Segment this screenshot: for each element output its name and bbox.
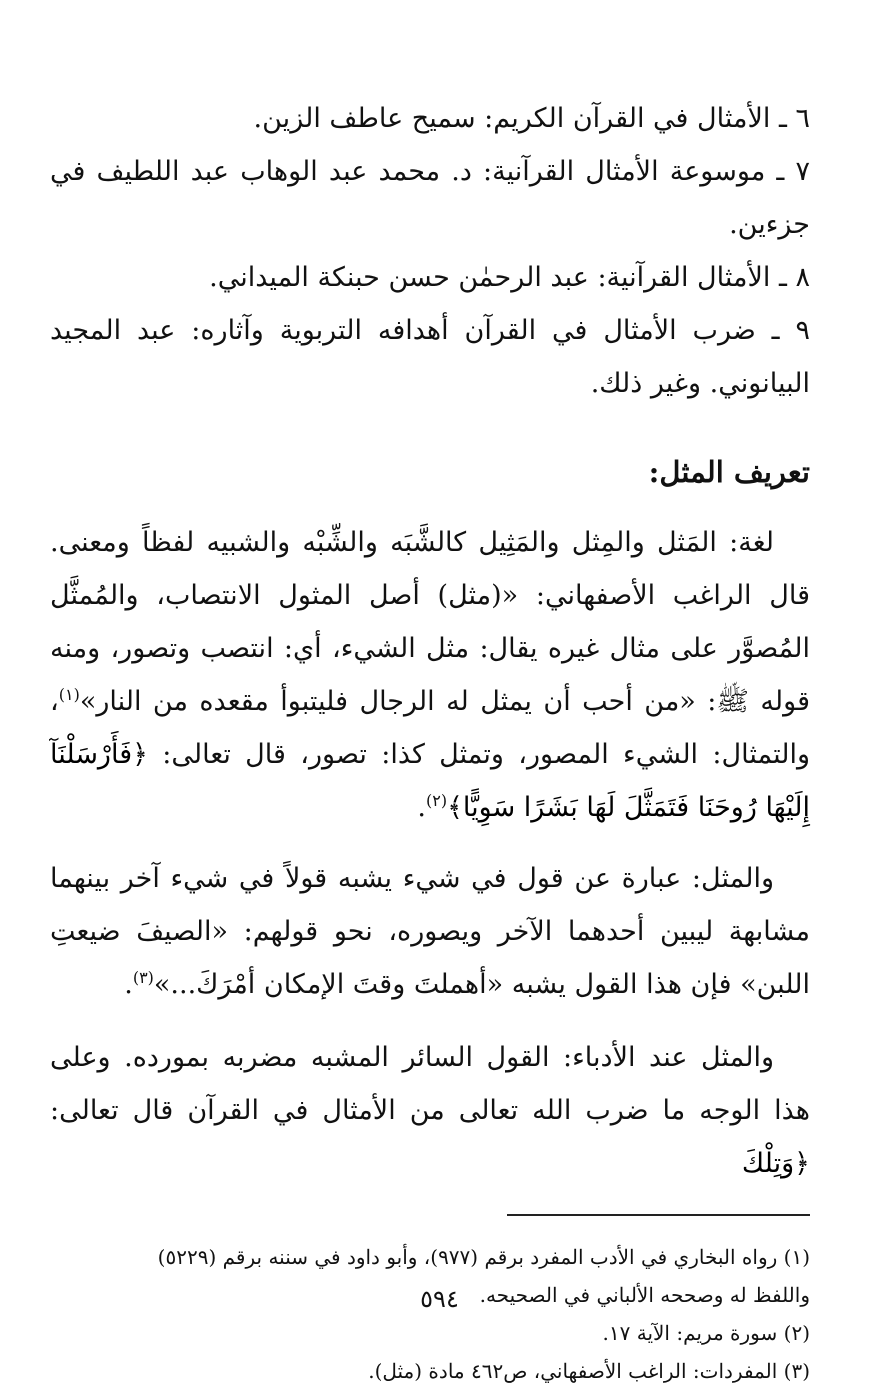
list-item: ٦ ـ الأمثال في القرآن الكريم: سميح عاطف الزين. xyxy=(253,103,810,134)
paragraph-literary-definition xyxy=(50,1031,810,1190)
footnote: (١) رواه البخاري في الأدب المفرد برقم (٩٧٧)، وأبو داود في سننه برقم (٥٢٢٩) xyxy=(157,1245,810,1269)
footnote-ref[interactable]: (٣) xyxy=(132,968,154,987)
footnote-ref[interactable]: (١) xyxy=(58,685,80,704)
paragraph-linguistic-definition xyxy=(50,516,810,834)
footnote: (٢) سورة مريم: الآية ١٧. xyxy=(602,1321,810,1345)
paragraph-text: والمثل عند الأدباء: القول السائر المشبه مضربه بمورده. وعلى هذا الوجه ما ضرب الله تعالى من الأمثال في القرآن قال تعالى: xyxy=(50,1042,810,1126)
list-item: ٨ ـ الأمثال القرآنية: عبد الرحمٰن حسن حبنكة الميداني. xyxy=(209,262,810,293)
list-item: ٩ ـ ضرب الأمثال في القرآن أهدافه التربوية وآثاره: عبد المجيد البيانوني. وغير ذلك. xyxy=(50,315,810,399)
page-number: ٥٩٤ xyxy=(420,1285,459,1313)
paragraph-text: لغة: المَثل والمِثل والمَثِيل كالشَّبَه والشِّبْه والشبيه لفظاً ومعنى. قال الراغب الأصفهاني: «(مثل) أصل المثول الانتصاب، والمُمثَّل المُصوَّر على مثال غيره يقال: مثل الشيء، أي: انتصب وتصور، ومنه قوله ﷺ: «من أحب أن يمثل له الرجال فليتبوأ مقعده من النار» xyxy=(50,527,810,717)
paragraph-text: ، والتمثال: الشيء المصور، وتمثل كذا: تصور، قال تعالى: xyxy=(50,686,810,770)
page-body xyxy=(50,92,810,1390)
paragraph-text: . xyxy=(417,792,426,823)
paragraph-idiom-definition xyxy=(50,852,810,1011)
reference-list xyxy=(50,92,810,410)
footnote-divider xyxy=(507,1214,810,1216)
section-heading: تعريف المثل: xyxy=(648,455,810,489)
footnote: (٣) المفردات: الراغب الأصفهاني، ص٤٦٢ مادة (مثل). xyxy=(368,1359,810,1383)
quran-verse: ﴿فَأَرْسَلْنَآ إِلَيْهَا رُوحَنَا فَتَمَثَّلَ لَهَا بَشَرًا سَوِيًّا﴾ xyxy=(50,739,810,823)
quran-verse: ﴿وَتِلْكَ xyxy=(741,1148,810,1179)
paragraph-text: . xyxy=(124,969,133,1000)
footnote-continuation: واللفظ له وصححه الألباني في الصحيحه. xyxy=(479,1283,810,1307)
list-item: ٧ ـ موسوعة الأمثال القرآنية: د. محمد عبد الوهاب عبد اللطيف في جزءين. xyxy=(50,156,810,240)
footnote-ref[interactable]: (٢) xyxy=(426,791,448,810)
footnotes xyxy=(50,1238,810,1390)
paragraph-text: والمثل: عبارة عن قول في شيء يشبه قولاً في شيء آخر بينهما مشابهة ليبين أحدهما الآخر ويصوره، نحو قولهم: «الصيفَ ضيعتِ اللبن» فإن هذا القول يشبه «أهملتَ وقتَ الإمكان أمْرَكَ...» xyxy=(50,863,810,1000)
